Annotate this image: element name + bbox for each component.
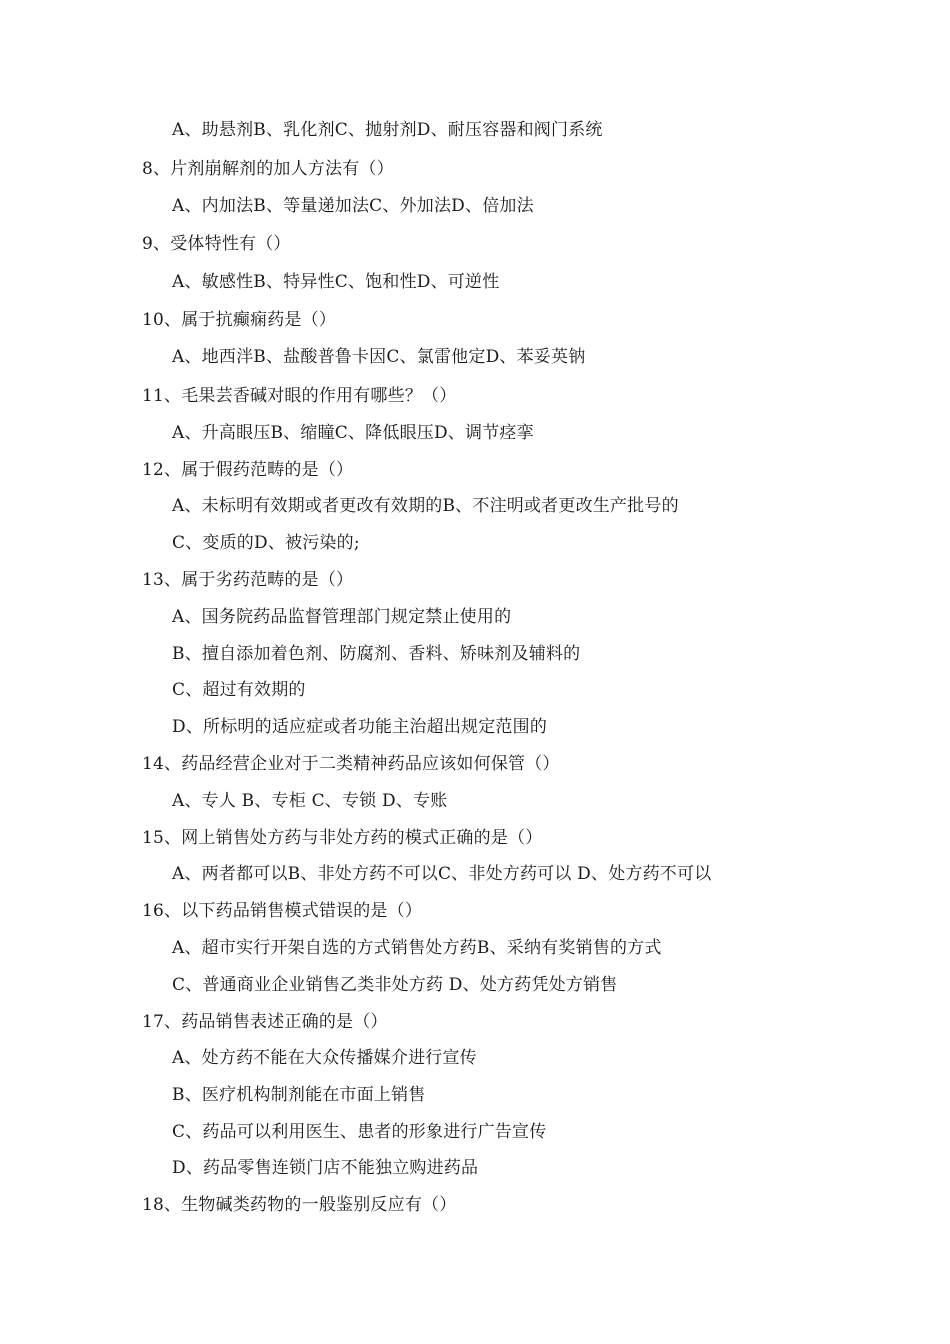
option-line: B、擅自添加着色剂、防腐剂、香料、矫味剂及辅料的	[172, 644, 581, 664]
option-line: D、药品零售连锁门店不能独立购进药品	[172, 1158, 479, 1178]
option-line: A、专人 B、专柜 C、专锁 D、专账	[172, 791, 448, 811]
option-line: A、助悬剂B、乳化剂C、抛射剂D、耐压容器和阀门系统	[172, 120, 603, 140]
question-line: 13、属于劣药范畴的是（）	[142, 570, 354, 590]
option-line: A、敏感性B、特异性C、饱和性D、可逆性	[172, 272, 500, 292]
question-line: 17、药品销售表述正确的是（）	[142, 1012, 388, 1032]
option-line: C、药品可以利用医生、患者的形象进行广告宣传	[172, 1122, 547, 1142]
question-line: 16、以下药品销售模式错误的是（）	[142, 901, 423, 921]
question-line: 11、毛果芸香碱对眼的作用有哪些？（）	[142, 386, 457, 406]
option-line: C、普通商业企业销售乙类非处方药 D、处方药凭处方销售	[172, 975, 618, 995]
option-line: A、超市实行开架自选的方式销售处方药B、采纳有奖销售的方式	[172, 938, 662, 958]
option-line: B、医疗机构制剂能在市面上销售	[172, 1085, 426, 1105]
option-line: A、两者都可以B、非处方药不可以C、非处方药可以 D、处方药不可以	[172, 864, 712, 884]
option-line: C、超过有效期的	[172, 680, 306, 700]
option-line: A、内加法B、等量递加法C、外加法D、倍加法	[172, 196, 534, 216]
option-line: A、升高眼压B、缩瞳C、降低眼压D、调节痉挛	[172, 423, 534, 443]
option-line: C、变质的D、被污染的;	[172, 533, 360, 553]
option-line: A、未标明有效期或者更改有效期的B、不注明或者更改生产批号的	[172, 496, 679, 516]
question-line: 18、生物碱类药物的一般鉴别反应有（）	[142, 1195, 457, 1215]
option-line: A、国务院药品监督管理部门规定禁止使用的	[172, 607, 512, 627]
question-line: 14、药品经营企业对于二类精神药品应该如何保管（）	[142, 754, 560, 774]
question-line: 12、属于假药范畴的是（）	[142, 460, 354, 480]
question-line: 15、网上销售处方药与非处方药的模式正确的是（）	[142, 828, 543, 848]
option-line: A、地西泮B、盐酸普鲁卡因C、氯雷他定D、苯妥英钠	[172, 347, 586, 367]
question-line: 10、属于抗癫痫药是（）	[142, 310, 337, 330]
question-line: 8、片剂崩解剂的加人方法有（）	[142, 159, 394, 179]
option-line: D、所标明的适应症或者功能主治超出规定范围的	[172, 717, 548, 737]
option-line: A、处方药不能在大众传播媒介进行宣传	[172, 1048, 477, 1068]
question-line: 9、受体特性有（）	[142, 234, 291, 254]
